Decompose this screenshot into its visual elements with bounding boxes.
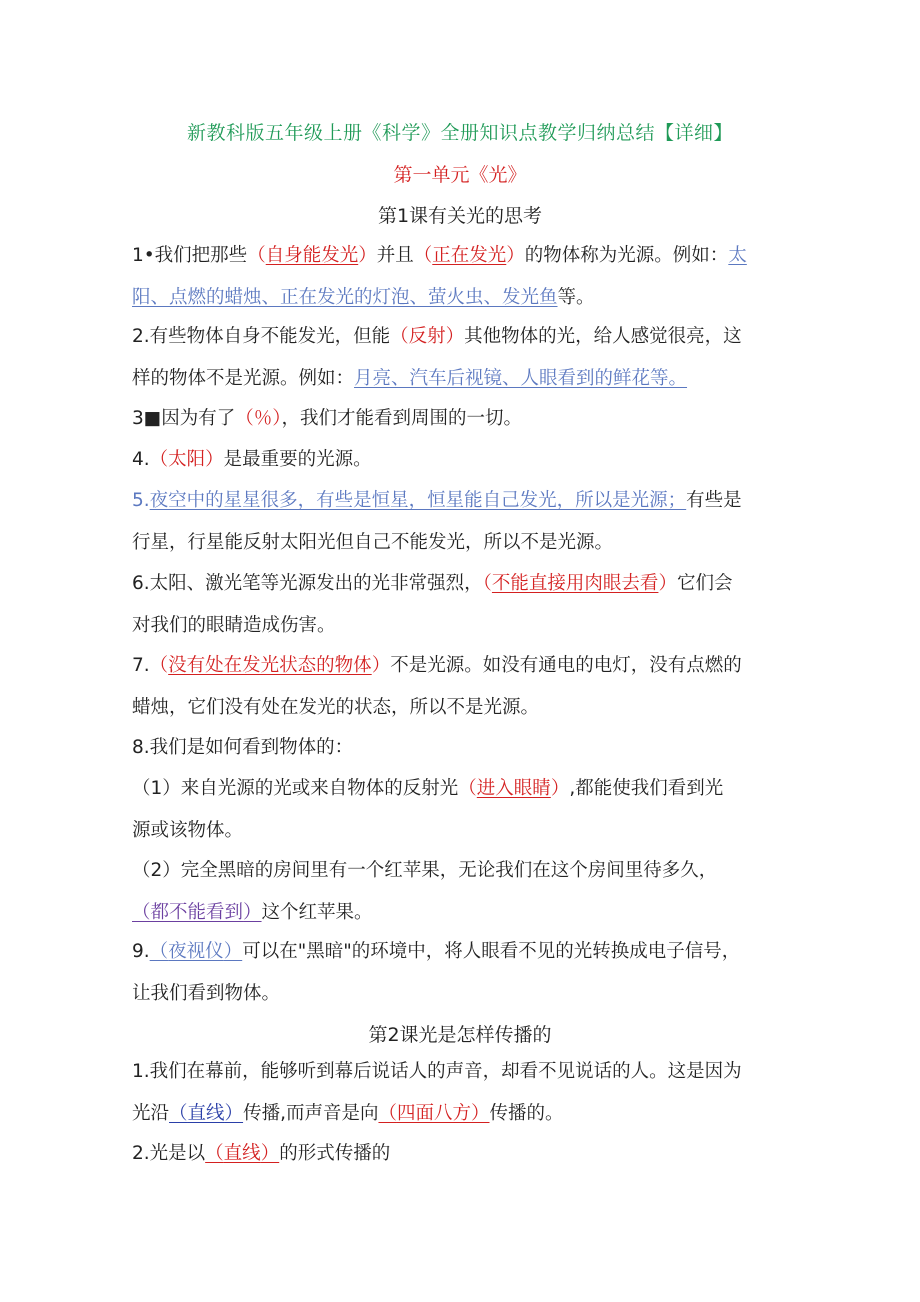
example: 夜空中的星星很多，有些是恒星，恒星能自己发光，所以是光源； [149, 490, 687, 511]
paren: ） [506, 245, 525, 266]
paren: ） [658, 573, 677, 594]
example: 阳、点燃的蜡烛、正在发光的灯泡、萤火虫、发光鱼 [132, 287, 558, 308]
text: 是最重要的光源。 [223, 449, 372, 470]
text: 不是光源。如没有通电的电灯，没有点燃的 [390, 655, 742, 676]
text: 5. [132, 490, 150, 511]
text: 的形式传播的 [279, 1143, 391, 1164]
lesson2-title: 第2课光是怎样传播的 [368, 1024, 552, 1046]
lesson2-item-2 [132, 1133, 792, 1175]
text: 这个红苹果。 [261, 902, 373, 923]
text: （2）完全黑暗的房间里有一个红苹果，无论我们在这个房间里待多久， [132, 860, 718, 881]
paren: （ [413, 245, 433, 266]
lesson1-item-2 [132, 316, 792, 400]
paren: （ [205, 1143, 224, 1164]
text: ,都能使我们看到光 [569, 778, 724, 799]
text: ，我们才能看到周围的一切。 [281, 408, 523, 429]
lesson1-item-8-1 [132, 768, 792, 852]
text: 2.有些物体自身不能发光，但能 [132, 326, 391, 347]
paren: （ [132, 902, 151, 923]
paren: （ [458, 778, 477, 799]
text: 7. [132, 655, 150, 676]
text: 的物体称为光源。例如： [524, 245, 729, 266]
paren: ） [223, 941, 243, 962]
text: （1）来自光源的光或来自物体的反射光 [132, 778, 459, 799]
answer: 四面八方 [396, 1103, 471, 1124]
paren: （ [149, 655, 169, 676]
text: 让我们看到物体。 [132, 983, 281, 1004]
answer: 直线 [223, 1143, 261, 1164]
lesson1-item-8-2 [132, 850, 792, 934]
text: 1•我们把那些 [132, 245, 248, 266]
text: 样的物体不是光源。例如： [132, 368, 355, 389]
answer: （反射） [390, 326, 465, 347]
example: 太 [728, 245, 747, 266]
paren: ） [224, 1103, 244, 1124]
text: 其他物体的光，给人感觉很亮，这 [464, 326, 742, 347]
paren: ） [470, 1103, 490, 1124]
text: 8.我们是如何看到物体的： [132, 737, 354, 758]
text: 传播的。 [489, 1103, 564, 1124]
paren: （ [378, 1103, 397, 1124]
text: 蜡烛，它们没有处在发光的状态，所以不是光源。 [132, 697, 540, 718]
text: 2.光是以 [132, 1143, 206, 1164]
lesson1-item-6 [132, 563, 792, 647]
lesson1-item-7 [132, 645, 792, 729]
lesson1-item-3 [132, 398, 792, 440]
answer: 正在发光 [432, 245, 507, 266]
paren: ） [358, 245, 377, 266]
text: 9. [132, 941, 150, 962]
unit-title: 第一单元《光》 [393, 164, 527, 186]
answer: 夜视仪 [168, 941, 224, 962]
example: 月亮、汽车后视镜、人眼看到的鲜花等。 [354, 368, 688, 389]
paren: （ [482, 573, 492, 594]
answer: （太阳） [149, 449, 224, 470]
answer: 进入眼睛 [476, 778, 551, 799]
lesson1-title: 第1课有关光的思考 [377, 205, 543, 227]
answer: 自身能发光 [265, 245, 359, 266]
answer: 都不能看到 [150, 902, 244, 923]
lesson1-item-8 [132, 727, 792, 769]
lesson1-item-4 [132, 439, 792, 481]
document-title: 新教科版五年级上册《科学》全册知识点教学归纳总结【详细】 [186, 122, 733, 144]
answer: 直线 [187, 1103, 225, 1124]
text: 4. [132, 449, 150, 470]
text: 行星，行星能反射太阳光但自己不能发光，所以不是光源。 [132, 532, 614, 553]
answer: （％） [235, 408, 282, 429]
text: 它们会 [676, 573, 733, 594]
text: 可以在"黑暗"的环境中，将人眼看不见的光转换成电子信号， [242, 941, 741, 962]
text: 1.我们在幕前，能够听到幕后说话人的声音，却看不见说话的人。这是因为 [132, 1061, 742, 1082]
paren: （ [149, 941, 169, 962]
text: 等。 [557, 287, 595, 308]
text: 有些是 [686, 490, 742, 511]
answer: 没有处在发光状态的物体 [168, 655, 372, 676]
text: 6.太阳、激光笔等光源发出的光非常强烈， [132, 573, 483, 594]
paren: （ [247, 245, 266, 266]
text: 传播,而声音是向 [243, 1103, 379, 1124]
text: 源或该物体。 [132, 820, 244, 841]
text: 光沿 [132, 1103, 170, 1124]
answer: 不能直接用肉眼去看 [491, 573, 659, 594]
text: 3■因为有了 [132, 408, 236, 429]
lesson1-item-9 [132, 931, 792, 1015]
text: 并且 [376, 245, 414, 266]
paren: ） [260, 1143, 280, 1164]
lesson1-item-1 [132, 235, 792, 319]
paren: （ [169, 1103, 188, 1124]
lesson2-item-1 [132, 1051, 792, 1135]
paren: ） [243, 902, 262, 923]
text: 对我们的眼睛造成伤害。 [132, 615, 336, 636]
lesson1-item-5 [132, 480, 792, 564]
paren: ） [550, 778, 570, 799]
paren: ） [371, 655, 391, 676]
